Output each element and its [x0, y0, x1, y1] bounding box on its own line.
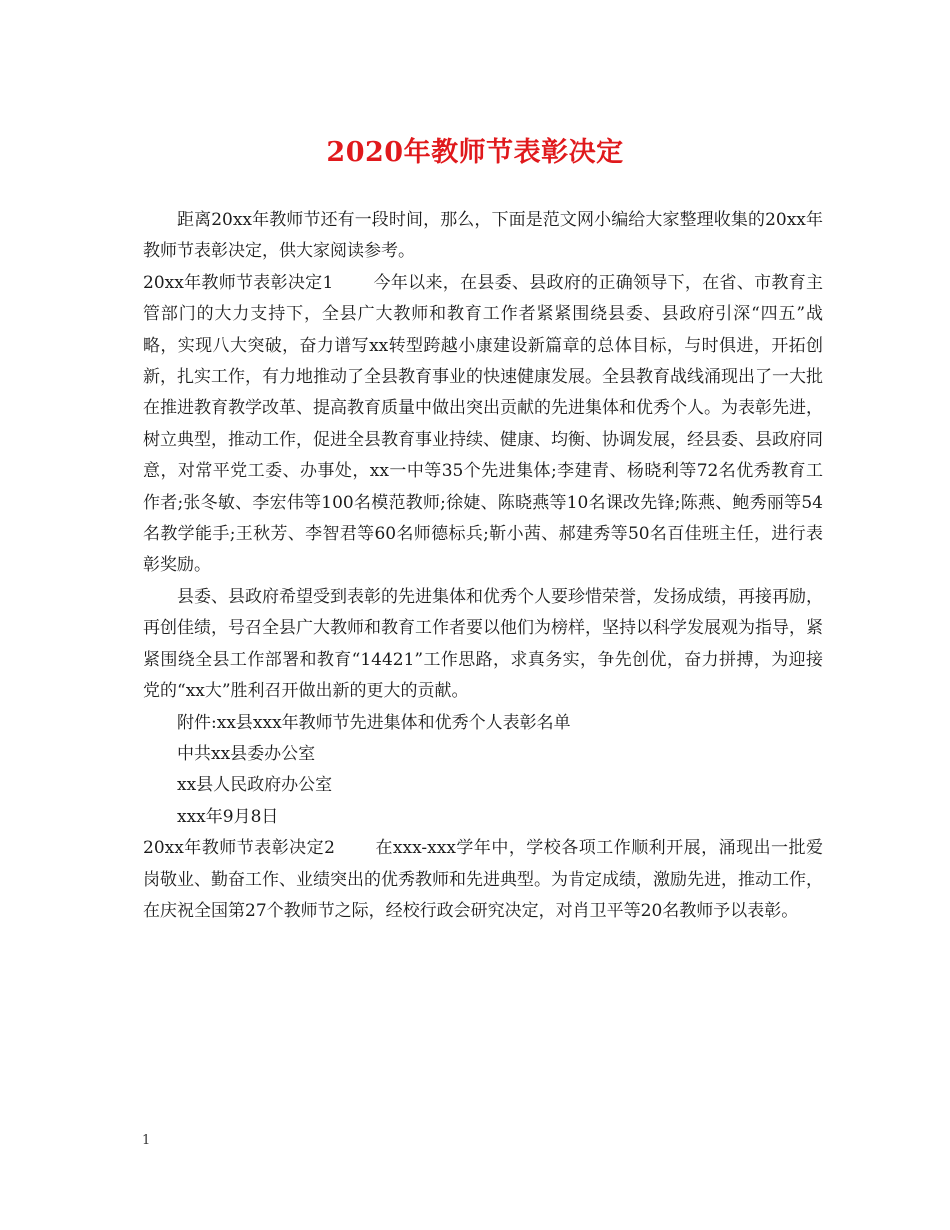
section-2-heading: 20xx年教师节表彰决定2	[143, 838, 335, 859]
intro-paragraph: 距离20xx年教师节还有一段时间，那么，下面是范文网小编给大家整理收集的20xx年教师节表彰决定，供大家阅读参考。	[143, 210, 823, 262]
section-1-paragraph-2: 县委、县政府希望受到表彰的先进集体和优秀个人要珍惜荣誉，发扬成绩，再接再励，再创佳绩，号召全县广大教师和教育工作者要以他们为榜样，坚持以科学发展观为指导，紧紧围绕全县工作部署和教育“14421”工作思路，求真务实，争先创优，奋力拼搏，为迎接党的“xx大”胜利召开做出新的更大的贡献。	[143, 586, 823, 702]
issuer-government-office: xx县人民政府办公室	[177, 775, 333, 796]
section-2-text: 在xxx-xxx学年中，学校各项工作顺利开展，涌现出一批爱岗敬业、勤奋工作、业绩突出的优秀教师和先进典型。为肯定成绩，激励先进，推动工作，在庆祝全国第27个教师节之际，经校行政会研究决定，对肖卫平等20名教师予以表彰。	[143, 838, 824, 921]
section-1-paragraph	[143, 268, 823, 582]
section-2-paragraph	[143, 833, 823, 927]
document-body	[143, 205, 823, 927]
issuer-party-office: 中共xx县委办公室	[177, 743, 316, 764]
section-1-text: 今年以来，在县委、县政府的正确领导下，在省、市教育主管部门的大力支持下，全县广大教师和教育工作者紧紧围绕县委、县政府引深“四五”战略，实现八大突破，奋力谱写xx转型跨越小康建设新篇章的总体目标，与时俱进，开拓创新，扎实工作，有力地推动了全县教育事业的快速健康发展。全县教育战线涌现出了一大批在推进教育教学改革、提高教育质量中做出突出贡献的先进集体和优秀个人。为表彰先进，树立典型，推动工作，促进全县教育事业持续、健康、均衡、协调发展，经县委、县政府同意，对常平党工委、办事处，xx一中等35个先进集体;李建青、杨晓利等72名优秀教育工作者;张冬敏、李宏伟等100名模范教师;徐婕、陈晓燕等10名课改先锋;陈燕、鲍秀丽等54名教学能手;王秋芳、李智君等60名师德标兵;靳小茜、郝建秀等50名百佳班主任，进行表彰奖励。	[143, 272, 824, 576]
attachment-line: 附件:xx县xxx年教师节先进集体和优秀个人表彰名单	[177, 712, 571, 733]
page-number: 1	[142, 1133, 151, 1148]
issue-date: xxx年9月8日	[177, 806, 279, 827]
document-title: 2020年教师节表彰决定	[326, 137, 624, 168]
section-1-heading: 20xx年教师节表彰决定1	[143, 272, 334, 293]
